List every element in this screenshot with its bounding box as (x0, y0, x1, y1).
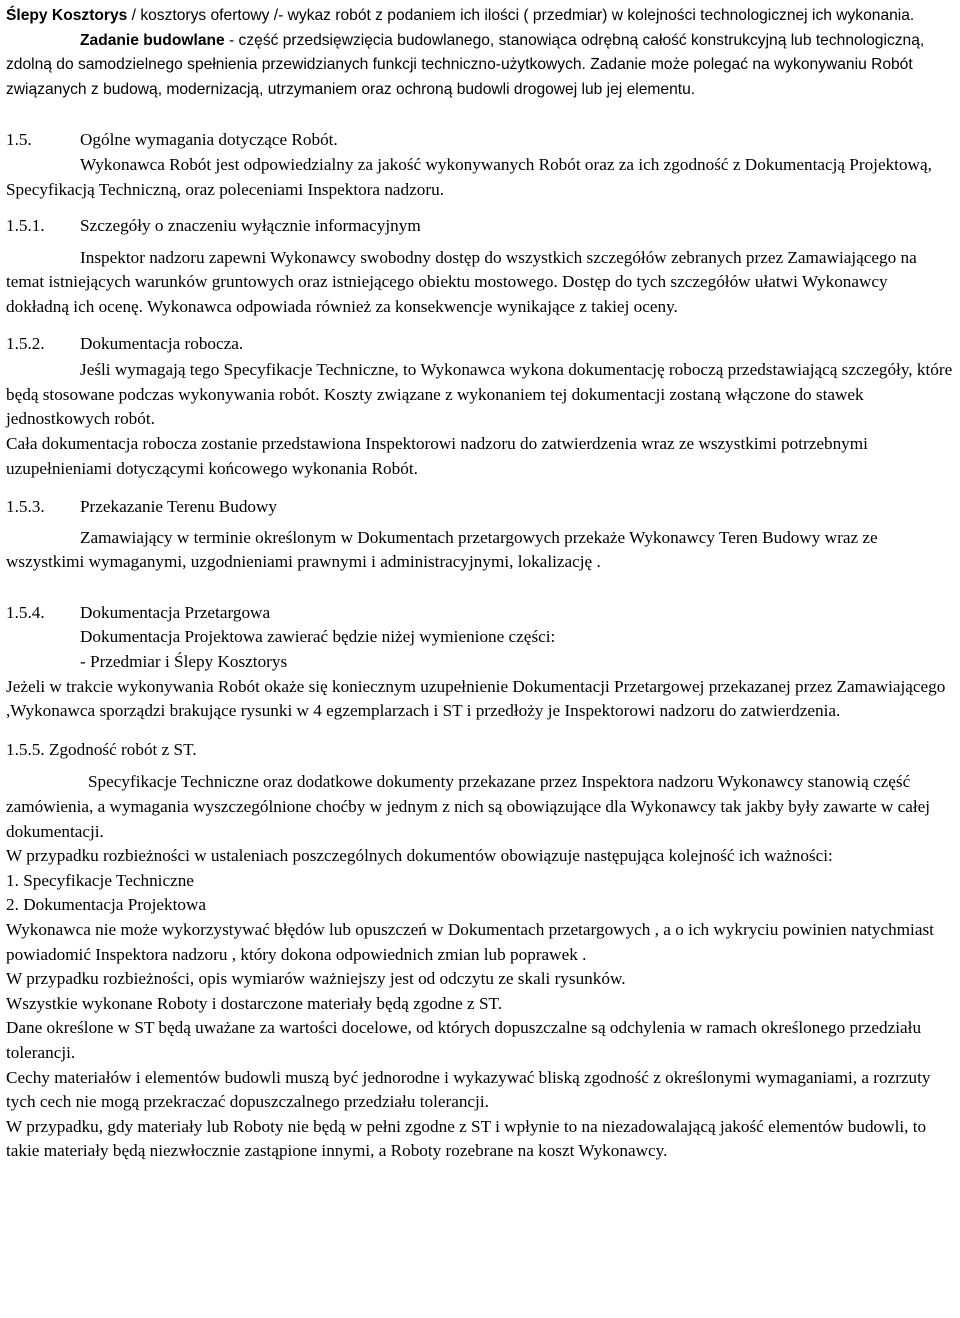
section-number: 1.5.2. (6, 333, 45, 353)
term-slepy-kosztorys: Ślepy Kosztorys (6, 7, 128, 24)
section-1-5-4-heading (6, 601, 954, 626)
section-1-5-1-body: Inspektor nadzoru zapewni Wykonawcy swobodny dostęp do wszystkich szczegółów zebranych przez Zamawiającego na temat istniejących warunków gruntowych oraz istniejącego obiektu mostowego. Dostęp do tych szczegółów ułatwi Wykonawcy dokładną ich ocenę. Wykonawca odpowiada również za konsekwencje wynikające z takiej oceny. (6, 247, 917, 316)
section-title: Dokumentacja Przetargowa (80, 602, 271, 622)
section-1-5-heading (6, 128, 954, 153)
section-1-5-5-paragraph: W przypadku, gdy materiały lub Roboty nie będą w pełni zgodne z ST i wpłynie to na niezadowalającą jakość elementów budowli, to takie materiały będą niezwłocznie zastąpione innymi, a Roboty rozebrane na koszt Wykonawcy. (6, 1116, 927, 1161)
section-1-5-2-body: Jeśli wymagają tego Specyfikacje Techniczne, to Wykonawca wykona dokumentację roboczą przedstawiającą szczegóły, które będą stosowane podczas wykonywania robót. Koszty związane z wykonaniem tej dokumentacji zostaną włączone do stawek jednostkowych robót. (6, 360, 953, 429)
section-title: Przekazanie Terenu Budowy (80, 497, 278, 517)
section-1-5-5-paragraph: Dane określone w ST będą uważane za wartości docelowe, od których dopuszczalne są odchylenia w ramach określonego przedziału tolerancji. (6, 1018, 922, 1062)
intro-paragraph (6, 4, 954, 102)
section-1-5-4-parts-intro: Dokumentacja Projektowa zawierać będzie niżej wymienione części: (80, 627, 556, 647)
section-1-5-5-paragraph: W przypadku rozbieżności, opis wymiarów ważniejszy jest od odczytu ze skali rysunków. (6, 969, 626, 989)
section-1-5-body: Wykonawca Robót jest odpowiedzialny za jakość wykonywanych Robót oraz za ich zgodność z Dokumentacją Projektową, Specyfikacją Techniczną, oraz poleceniami Inspektora nadzoru. (6, 154, 932, 199)
section-1-5-4-parts-item: - Przedmiar i Ślepy Kosztorys (80, 652, 288, 672)
section-title: Szczegóły o znaczeniu wyłącznie informacyjnym (80, 216, 421, 236)
section-1-5-5-paragraph: Wszystkie wykonane Roboty i dostarczone materiały będą zgodne z ST. (6, 993, 503, 1013)
section-1-5-3-heading (6, 495, 954, 520)
section-title: Ogólne wymagania dotyczące Robót. (80, 130, 338, 150)
priority-list-item: 2. Dokumentacja Projektowa (6, 895, 206, 915)
priority-list-item: 1. Specyfikacje Techniczne (6, 870, 194, 890)
section-1-5-4-body: Jeżeli w trakcie wykonywania Robót okaże się koniecznym uzupełnienie Dokumentacji Przetargowej przekazanej przez Zamawiającego ,Wykonawca sporządzi brakujące rysunki w 4 egzemplarzach i ST i przedłoży je Inspektorowi nadzoru do zatwierdzenia. (6, 676, 946, 721)
section-number: 1.5.1. (6, 216, 45, 236)
section-1-5-5-paragraph: W przypadku rozbieżności w ustaleniach poszczególnych dokumentów obowiązuje następująca kolejność ich ważności: (6, 846, 833, 866)
section-1-5-5-paragraph: Cechy materiałów i elementów budowli muszą być jednorodne i wykazywać bliską zgodność z określonymi wymaganiami, a rozrzuty tych cech nie mogą przekraczać dopuszczalnego przedziału tolerancji. (6, 1067, 931, 1112)
section-1-5-3-body: Zamawiający w terminie określonym w Dokumentach przetargowych przekaże Wykonawcy Teren Budowy wraz ze wszystkimi wymaganymi, uzgodnieniami prawnymi i administracyjnymi, lokalizację . (6, 527, 878, 572)
section-title: Dokumentacja robocza. (80, 333, 244, 353)
section-number: 1.5.3. (6, 497, 45, 517)
term-slepy-kosztorys-definition: / kosztorys ofertowy /- wykaz robót z podaniem ich ilości ( przedmiar) w kolejności technologicznej ich wykonania. (127, 7, 915, 24)
section-number: 1.5.4. (6, 602, 45, 622)
section-1-5-2-heading (6, 332, 954, 357)
section-number: 1.5. (6, 130, 32, 150)
section-1-5-1-heading (6, 214, 954, 239)
term-zadanie-budowlane: Zadanie budowlane (80, 31, 225, 49)
section-1-5-5-heading: 1.5.5. Zgodność robót z ST. (6, 739, 197, 759)
section-1-5-2-body-continued: Cała dokumentacja robocza zostanie przedstawiona Inspektorowi nadzoru do zatwierdzenia wraz ze wszystkimi potrzebnymi uzupełnieniami dotyczącymi końcowego wykonania Robót. (6, 433, 868, 478)
term-zadanie-budowlane-definition: - część przedsięwzięcia budowlanego, stanowiąca odrębną całość konstrukcyjną lub technologiczną, zdolną do samodzielnego spełnienia przewidzianych funkcji techniczno-użytkowych. Zadanie może polegać na wykonywaniu Robót związanych z budową, modernizacją, utrzymaniem oraz ochroną budowli drogowej lub jej elementu. (6, 31, 925, 98)
section-1-5-5-paragraph: Specyfikacje Techniczne oraz dodatkowe dokumenty przekazane przez Inspektora nadzoru Wykonawcy stanowią część zamówienia, a wymagania wyszczególnione choćby w jednym z nich są obowiązujące dla Wykonawcy tak jakby były zawarte w całej dokumentacji. (6, 772, 931, 841)
section-1-5-5-paragraph: Wykonawca nie może wykorzystywać błędów lub opuszczeń w Dokumentach przetargowych , a o ich wykryciu powinien natychmiast powiadomić Inspektora nadzoru , który dokona odpowiednich zmian lub poprawek . (6, 920, 934, 964)
